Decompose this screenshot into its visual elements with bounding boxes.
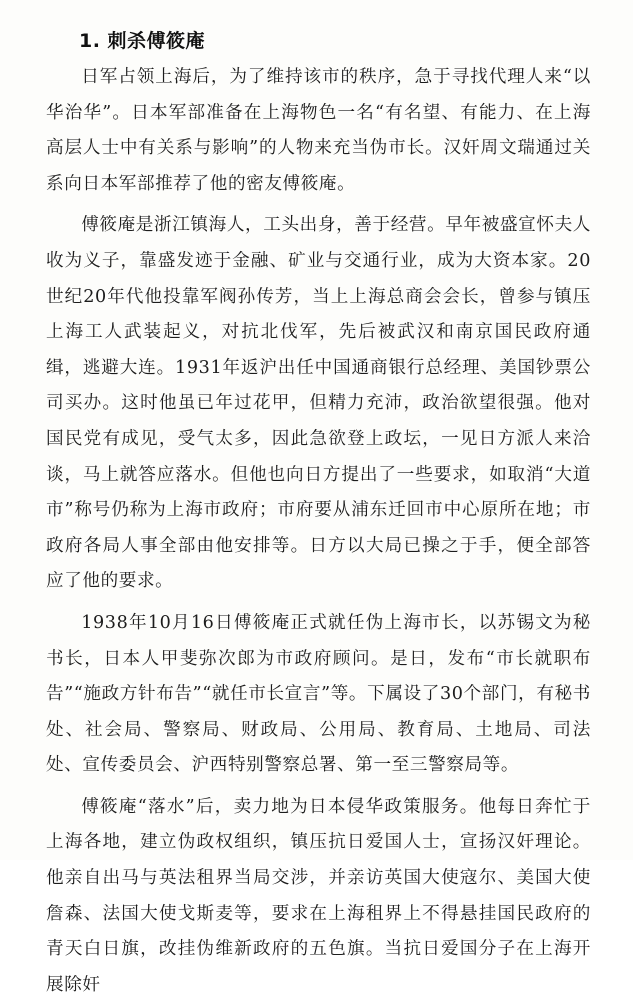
paragraph-2: 傅筱庵是浙江镇海人，工头出身，善于经营。早年被盛宣怀夫人收为义子，靠盛发迹于金融、矿业与交通行业，成为大资本家。20世纪20年代他投靠军阀孙传芳，当上上海总商会会长，曾参与镇压上海工人武装起义，对抗北伐军，先后被武汉和南京国民政府通缉，逃避大连。1931年返沪出任中国通商银行总经理、美国钞票公司买办。这时他虽已年过花甲，但精力充沛，政治欲望很强。他对国民党有成见，受气太多，因此急欲登上政坛，一见日方派人来洽谈，马上就答应落水。但他也向日方提出了一些要求，如取消“大道市”称号仍称为上海市政府；市府要从浦东迁回市中心原所在地；市政府各局人事全部由他安排等。日方以大局已操之于手，便全部答应了他的要求。 — [46, 215, 591, 592]
paragraph-1: 日军占领上海后，为了维持该市的秩序，急于寻找代理人来“以华治华”。日本军部准备在上海物色一名“有名望、有能力、在上海高层人士中有关系与影响”的人物来充当伪市长。汉奸周文瑞通过关系向日本军部推荐了他的密友傅筱庵。 — [46, 67, 591, 194]
body-text — [46, 60, 591, 1003]
paragraph-3: 1938年10月16日傅筱庵正式就任伪上海市长，以苏锡文为秘书长，日本人甲斐弥次郎为市政府顾问。是日，发布“市长就职布告”“施政方针布告”“就任市长宣言”等。下属设了30个部门，有秘书处、社会局、警察局、财政局、公用局、教育局、土地局、司法处、宣传委员会、沪西特别警察总署、第一至三警察局等。 — [46, 612, 591, 776]
section-title: 1. 刺杀傅筱庵 — [79, 30, 206, 52]
paragraph-4: 傅筱庵“落水”后，卖力地为日本侵华政策服务。他每日奔忙于上海各地，建立伪政权组织，镇压抗日爱国人士，宣扬汉奸理论。他亲自出马与英法租界当局交涉，并亲访英国大使寇尔、美国大使詹森、法国大使戈斯麦等，要求在上海租界上不得悬挂国民政府的青天白日旗，改挂伪维新政府的五色旗。当抗日爱国分子在上海开展除奸 — [46, 796, 591, 995]
